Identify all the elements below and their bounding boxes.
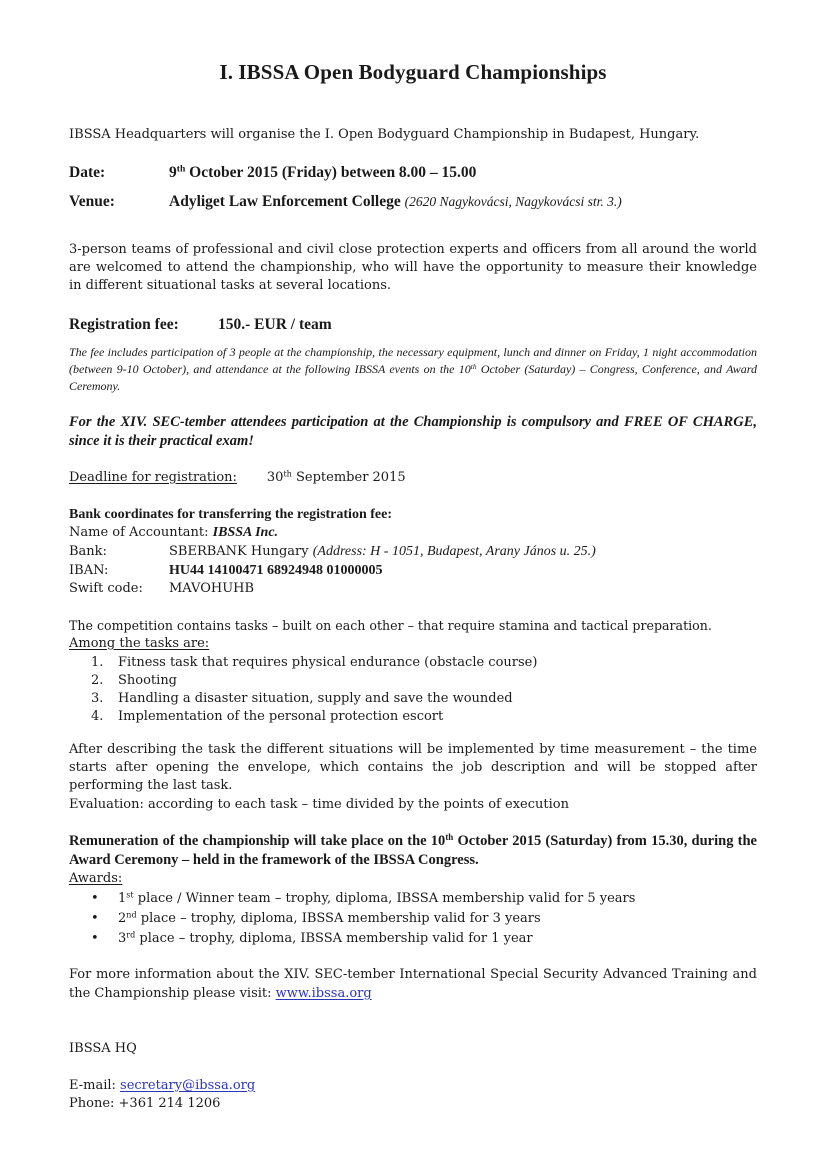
more-info-text: For more information about the XIV. SEC-tember International Special Security Advanced Training and the Championship please visit: [69,967,757,1001]
task-number: 4. [91,709,104,724]
bank-name-row [69,543,757,561]
bullet-icon: • [91,911,99,926]
remuneration-part2: October 2015 (Saturday) from 15.30, during the Award Ceremony – held in the framework of the IBSSA Congress. [69,833,757,868]
bank-accountant-label: Name of Accountant: [69,525,209,540]
signature: IBSSA HQ [69,1041,137,1056]
deadline-value: September 2015 [291,470,406,485]
website-link[interactable]: www.ibssa.org [275,986,372,1001]
timing-paragraph: After describing the task the different situations will be implemented by time measurement – the time starts after opening the envelope, which contains the job description and will be stopped after performing the last task. [69,742,757,793]
tasks-heading: Among the tasks are: [69,636,210,651]
award-text: place / Winner team – trophy, diploma, IBSSA membership valid for 5 years [133,891,636,906]
bullet-icon: • [91,891,99,906]
phone-value: +361 214 1206 [118,1096,221,1111]
iban-label: IBAN: [69,563,109,578]
task-text: Handling a disaster situation, supply and save the wounded [118,691,513,706]
awards-list [69,889,757,949]
swift-label: Swift code: [69,581,143,596]
award-text: place – trophy, diploma, IBSSA membership valid for 3 years [136,911,541,926]
bank-accountant-value: IBSSA Inc. [212,525,279,540]
task-text: Fitness task that requires physical endurance (obstacle course) [118,655,538,670]
registration-fee-label: Registration fee: [69,316,179,333]
phone-row [69,1095,757,1113]
award-place: 2 [118,911,127,926]
task-item [69,654,757,672]
venue-label: Venue: [69,193,115,210]
fee-note-suffix: th [470,361,477,371]
task-number: 1. [91,655,104,670]
award-item [69,929,757,949]
deadline-day: 30 [266,470,284,485]
bullet-icon: • [91,931,99,946]
fee-note-part2: October (Saturday) – Congress, Conference, and Award Ceremony. [69,362,757,393]
evaluation-text: Evaluation: according to each task – time divided by the points of execution [69,797,569,812]
fee-note-part1: The fee includes participation of 3 people at the championship, the necessary equipment, lunch and dinner on Friday, 1 night accommodation (between 9-10 October), and attendance at the following IBSSA events on the 10 [69,345,757,376]
venue-row [69,192,757,212]
email-link[interactable]: secretary@ibssa.org [120,1078,256,1093]
task-number: 2. [91,673,104,688]
document-title: I. IBSSA Open Bodyguard Championships [219,60,607,84]
deadline-day-suffix: th [283,469,292,479]
task-text: Shooting [118,673,178,688]
venue-address: (2620 Nagykovácsi, Nagykovácsi str. 3.) [404,194,622,209]
iban-row [69,562,757,580]
award-place-suffix: st [126,890,134,900]
swift-value: MAVOHUHB [169,581,255,596]
award-item [69,889,757,909]
sec-tember-note: For the XIV. SEC-tember attendees participation at the Championship is compulsory and FREE OF CHARGE, since it is their practical exam! [69,414,757,449]
bank-name: SBERBANK Hungary [169,544,309,559]
tasks-list [69,654,757,726]
registration-fee-row [69,315,757,335]
more-info-paragraph [69,965,757,1003]
intro-text: IBSSA Headquarters will organise the I. Open Bodyguard Championship in Budapest, Hungary. [69,127,700,142]
remuneration-suffix: th [445,832,454,843]
bank-heading: Bank coordinates for transferring the registration fee: [69,507,392,522]
bank-label: Bank: [69,544,107,559]
task-number: 3. [91,691,104,706]
remuneration-paragraph [69,832,757,870]
award-text: place – trophy, diploma, IBSSA membership valid for 1 year [135,931,533,946]
award-place-suffix: nd [126,910,137,920]
date-label: Date: [69,164,106,181]
competition-intro: The competition contains tasks – built on each other – that require stamina and tactical preparation. [69,618,712,633]
task-text: Implementation of the personal protection escort [118,709,444,724]
registration-fee-value: 150.- EUR / team [218,316,332,333]
award-place-suffix: rd [126,930,136,940]
bank-accountant-row [69,524,757,542]
swift-row [69,580,757,598]
iban-value: HU44 14100471 68924948 01000005 [169,563,383,578]
remuneration-part1: Remuneration of the championship will take place on the 10 [69,833,446,849]
task-item [69,672,757,690]
email-row [69,1077,757,1095]
awards-heading: Awards: [69,871,123,886]
email-label: E-mail: [69,1078,121,1093]
fee-note [69,344,757,395]
deadline-row [69,469,757,487]
date-day-suffix: th [176,163,186,175]
bank-address: (Address: H - 1051, Budapest, Arany János u. 25.) [312,544,596,559]
description-paragraph: 3-person teams of professional and civil close protection experts and officers from all around the world are welcomed to attend the championship, who will have the opportunity to measure their knowledge in different situational tasks at several locations. [69,242,757,293]
venue-name: Adyliget Law Enforcement College [169,193,401,210]
phone-label: Phone: [69,1096,119,1111]
date-row [69,163,757,183]
award-item [69,909,757,929]
award-place: 1 [118,891,127,906]
award-place: 3 [118,931,127,946]
date-value: October 2015 (Friday) between 8.00 – 15.00 [185,164,477,181]
task-item [69,690,757,708]
date-day: 9 [169,164,177,181]
deadline-label: Deadline for registration: [69,470,237,485]
task-item [69,708,757,726]
